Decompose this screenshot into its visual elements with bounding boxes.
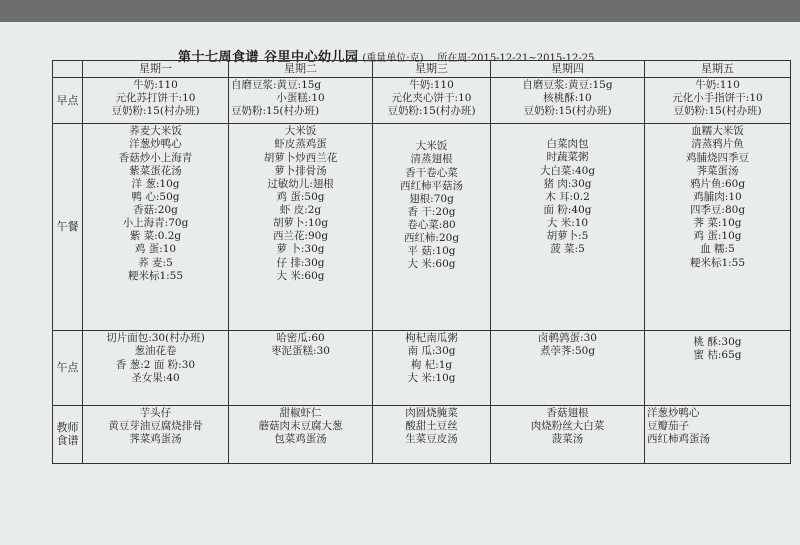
day-header-fri: 星期五 [645, 61, 791, 78]
snack-wed: 枸杞南瓜粥 南 瓜:30g 枸 杞:1g 大 米:10g [373, 331, 491, 405]
lunch-thu: 白菜肉包 时蔬菜粥 大白菜:40g 猪 肉:30g 木 耳:0.2 面 粉:40g 大 米:10 胡萝卜:5 菠 菜:5 [491, 124, 645, 331]
row-label-teacher: 教师 食谱 [53, 405, 83, 463]
day-header-mon: 星期一 [83, 61, 229, 78]
row-label-lunch: 午餐 [53, 124, 83, 331]
snack-fri: 桃 酥:30g 蜜 桔:65g [645, 331, 791, 405]
snack-thu: 卤鹌鹑蛋:30 煮荸荠:50g [491, 331, 645, 405]
day-header-tue: 星期二 [229, 61, 373, 78]
teacher-tue: 甜椒虾仁 蘑菇肉末豆腐大葱 包菜鸡蛋汤 [229, 405, 373, 463]
row-teacher [53, 405, 791, 463]
menu-title: 第十七周食谱 谷里中心幼儿园 [178, 50, 359, 65]
teacher-mon: 芋头仔 黄豆芽油豆腐烧排骨 荠菜鸡蛋汤 [83, 405, 229, 463]
header-row [53, 61, 791, 78]
lunch-mon: 荞麦大米饭 洋葱炒鸭心 香菇炒小上海青 紫菜蛋花汤 洋 葱:10g 鸭 心:50g 香菇:20g 小上海青:70g 紫 菜:0.2g 鸡 蛋:10 荞 麦:5 粳米标1:55 [83, 124, 229, 331]
breakfast-wed: 牛奶:110 元化夹心饼干:10 豆奶粉:15(村办班) [373, 78, 491, 124]
row-label-breakfast: 早点 [53, 78, 83, 124]
row-breakfast [53, 78, 791, 124]
teacher-fri: 洋葱炒鸭心 豆瓣茄子 西红柿鸡蛋汤 [645, 405, 791, 463]
breakfast-thu: 自磨豆浆:黄豆:15g 核桃酥:10 豆奶粉:15(村办班) [491, 78, 645, 124]
day-header-wed: 星期三 [373, 61, 491, 78]
breakfast-mon: 牛奶:110 元化苏打饼干:10 豆奶粉:15(村办班) [83, 78, 229, 124]
teacher-thu: 香菇翅根 肉烧粉丝大白菜 菠菜汤 [491, 405, 645, 463]
breakfast-tue: 自磨豆浆:黄豆:15g 小蛋糕:10 豆奶粉:15(村办班) [229, 78, 373, 124]
corner-cell [53, 61, 83, 78]
teacher-wed: 肉圆烧腌菜 酸甜土豆丝 生菜豆皮汤 [373, 405, 491, 463]
row-label-snack: 午点 [53, 331, 83, 405]
menu-table [52, 60, 791, 464]
row-snack [53, 331, 791, 405]
weight-unit: (重量单位:克) [362, 53, 424, 64]
lunch-fri: 血糯大米饭 清蒸鸦片鱼 鸡脯烧四季豆 荠菜蛋汤 鸦片鱼:60g 鸡脯肉:10 四季豆:80g 荠 菜:10g 鸡 蛋:10g 血 糯:5 粳米标1:55 [645, 124, 791, 331]
week-range: 所在周:2015-12-21~2015-12-25 [437, 53, 595, 64]
lunch-wed: 大米饭 清蒸翅根 香干卷心菜 西红柿平菇汤 翅根:70g 香 干:20g 卷心菜:80 西红柿:20g 平 菇:10g 大 米:60g [373, 124, 491, 331]
snack-mon: 切片面包:30(村办班) 葱油花卷 香 葱:2 面 粉:30 圣女果:40 [83, 331, 229, 405]
day-header-thu: 星期四 [491, 61, 645, 78]
snack-tue: 哈密瓜:60 枣泥蛋糕:30 [229, 331, 373, 405]
row-lunch [53, 124, 791, 331]
breakfast-fri: 牛奶:110 元化小手指饼干:10 豆奶粉:15(村办班) [645, 78, 791, 124]
lunch-tue: 大米饭 虾皮蒸鸡蛋 胡萝卜炒西兰花 萝卜排骨汤 过敏幼儿:翅根 鸡 蛋:50g 虾 皮:2g 胡萝卜:10g 西兰花:90g 萝 卜:30g 仔 排:30g 大 米:60g [229, 124, 373, 331]
